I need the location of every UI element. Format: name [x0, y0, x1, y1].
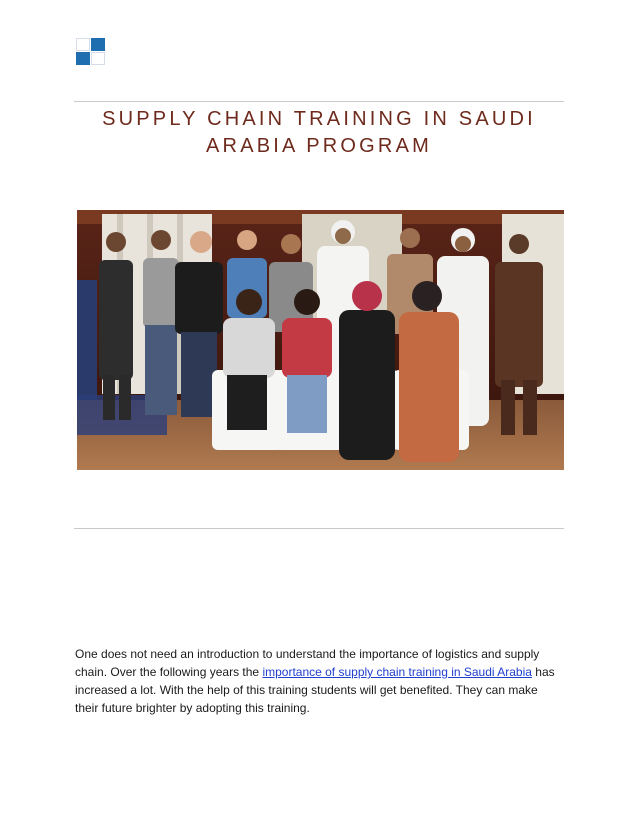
logo-tile	[91, 38, 105, 51]
page-title: SUPPLY CHAIN TRAINING IN SAUDI ARABIA PROGRAM	[102, 108, 536, 157]
company-logo	[76, 38, 106, 66]
logo-tile	[76, 38, 90, 51]
supply-chain-training-link[interactable]: importance of supply chain training in Saudi Arabia	[262, 665, 532, 679]
group-photo	[77, 210, 564, 470]
bottom-divider	[74, 528, 564, 529]
top-divider	[74, 101, 564, 102]
logo-tile	[91, 52, 105, 65]
intro-paragraph	[75, 645, 555, 717]
logo-tile	[76, 52, 90, 65]
paragraph-text: One does not need an introduction to understand the importance of logistics and supply chain. Over the following years the	[75, 647, 540, 679]
paragraph-text: has increased a lot. With the help of this training students will get benefited. They can make their future brighter by adopting this training.	[75, 665, 555, 715]
